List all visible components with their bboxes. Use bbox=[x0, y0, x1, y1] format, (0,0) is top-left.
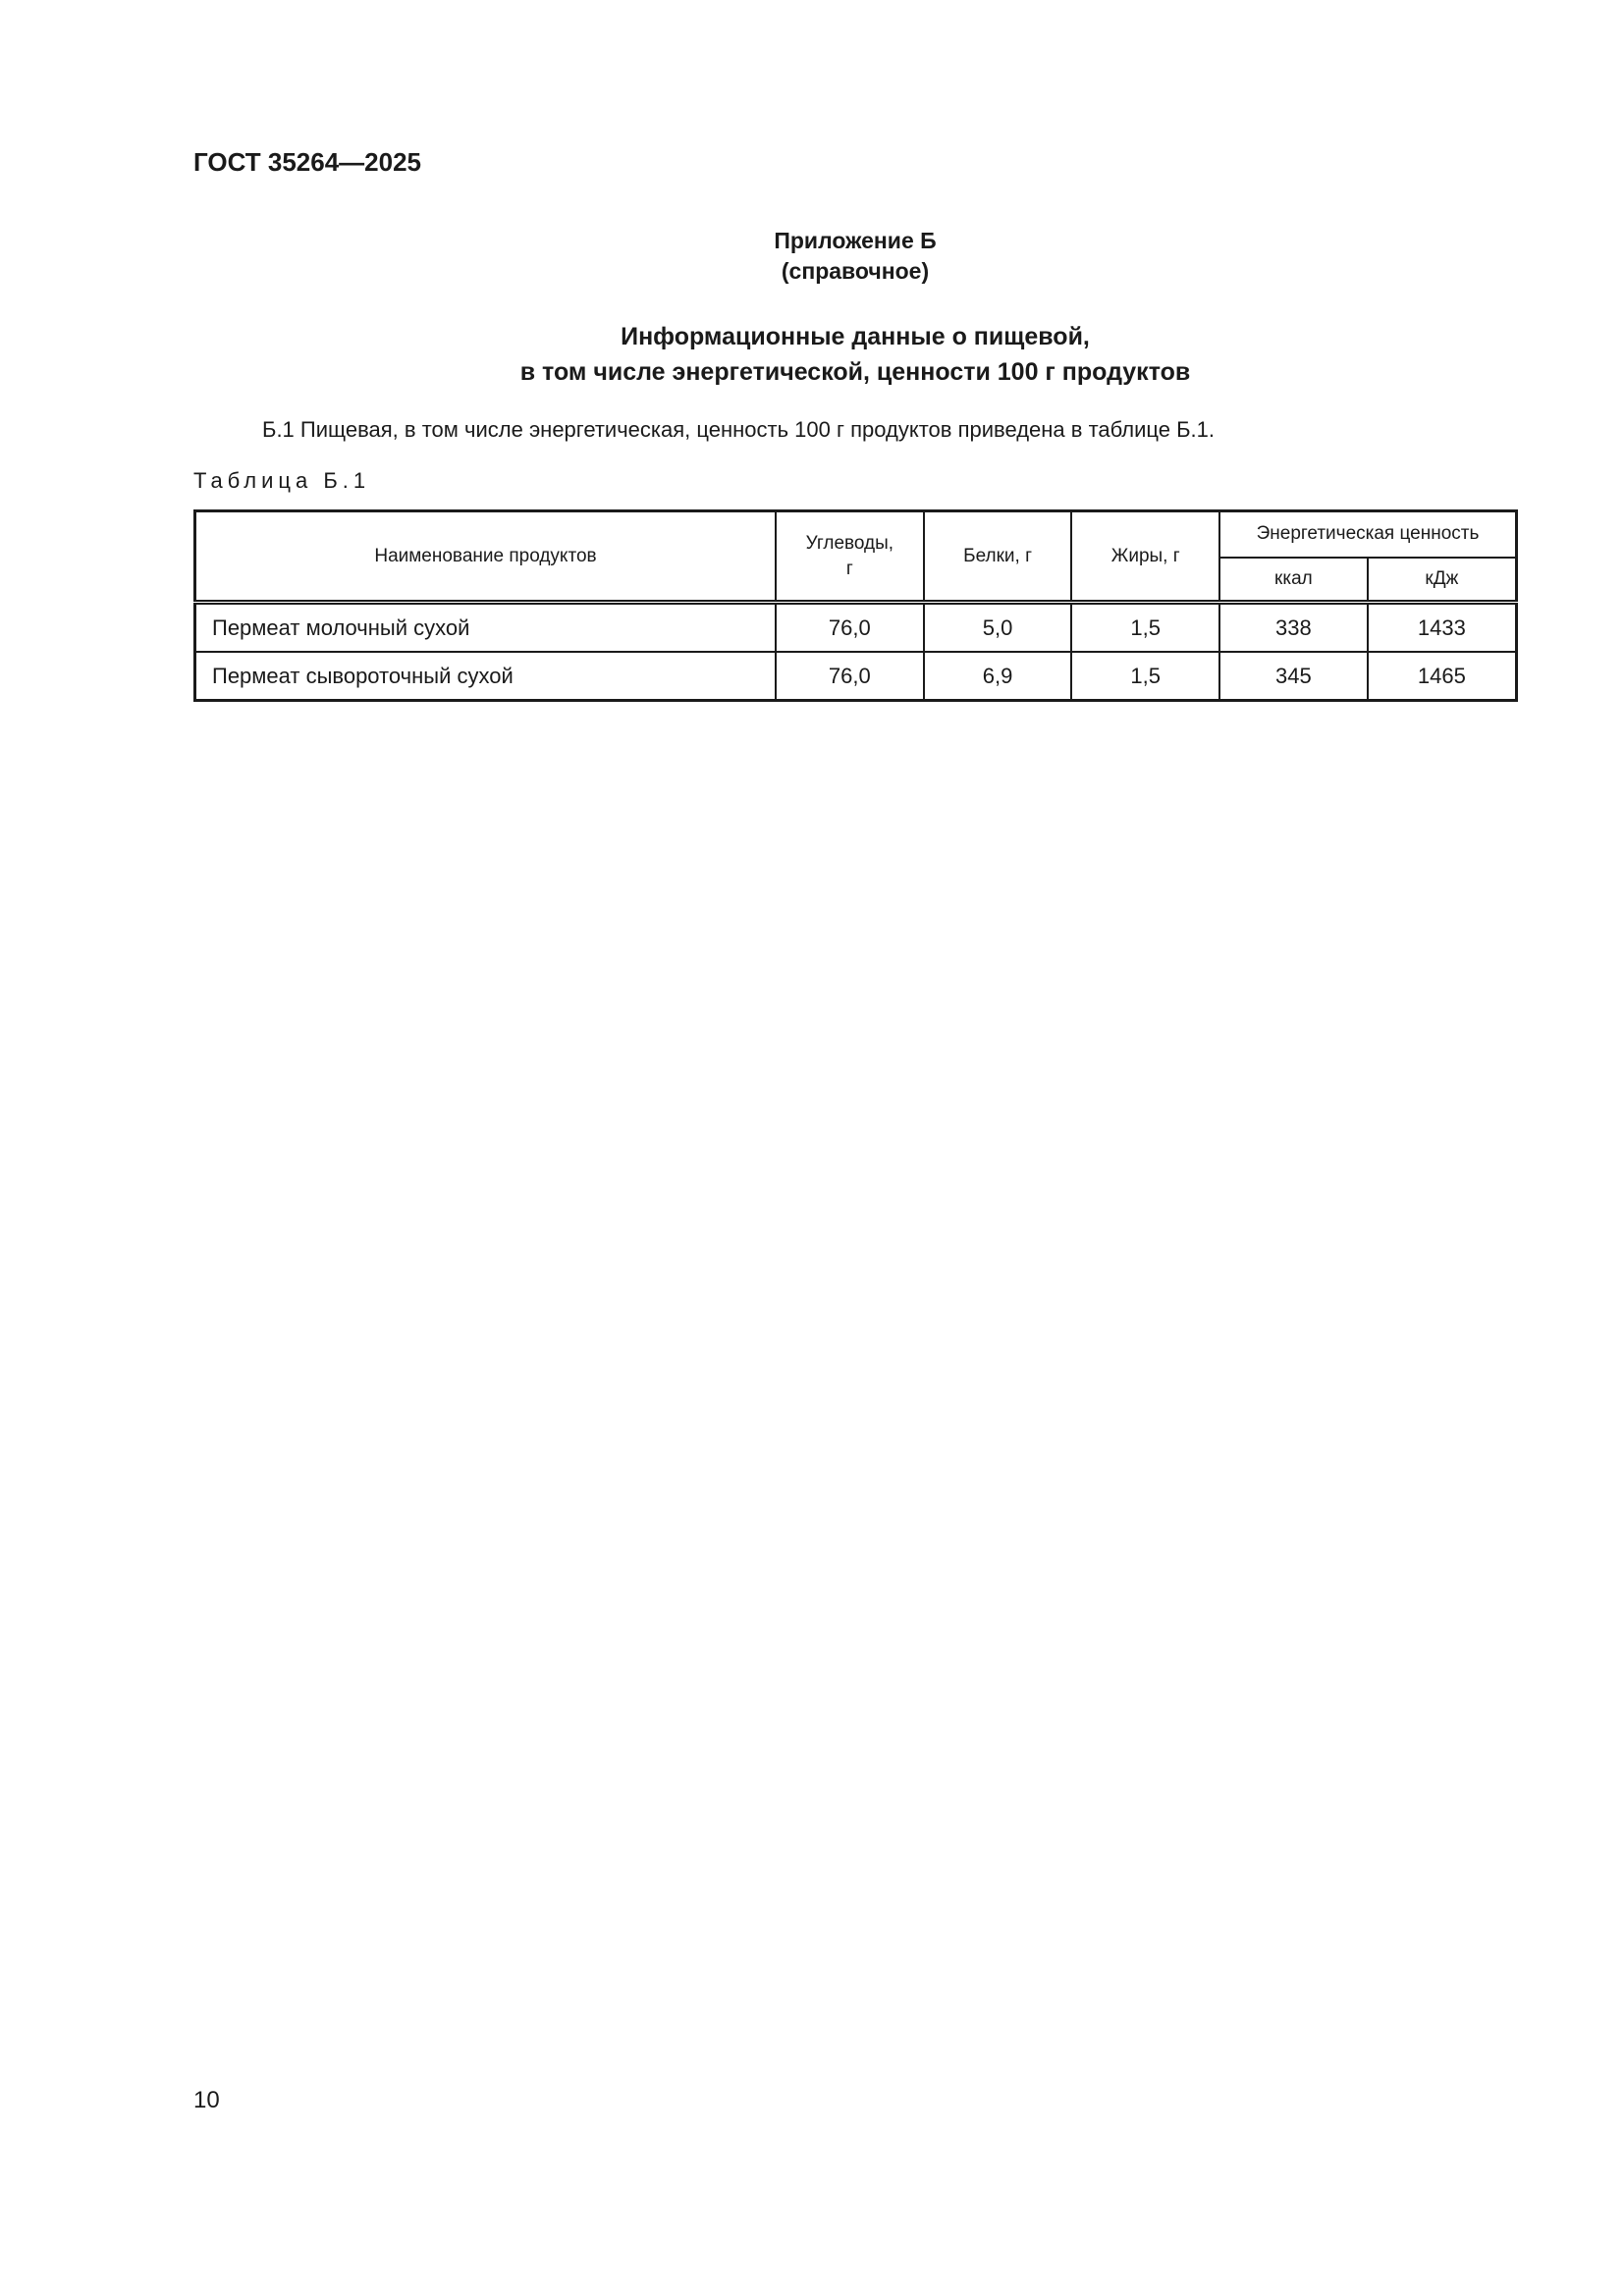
header-energy: Энергетическая ценность bbox=[1219, 511, 1516, 558]
appendix-label: Приложение Б bbox=[774, 228, 937, 253]
cell-name: Пермеат молочный сухой bbox=[195, 603, 776, 653]
cell-protein: 5,0 bbox=[924, 603, 1072, 653]
header-name: Наименование продуктов bbox=[195, 511, 776, 603]
table-caption: Таблица Б.1 bbox=[193, 468, 371, 493]
paragraph-b1: Б.1 Пищевая, в том числе энергетическая, ценность 100 г продуктов приведена в таблице Б.1. bbox=[262, 417, 1215, 442]
appendix-heading bbox=[0, 226, 1624, 287]
cell-carbs: 76,0 bbox=[776, 603, 924, 653]
section-title bbox=[0, 319, 1624, 390]
cell-name: Пермеат сывороточный сухой bbox=[195, 652, 776, 701]
cell-kcal: 345 bbox=[1219, 652, 1368, 701]
cell-protein: 6,9 bbox=[924, 652, 1072, 701]
cell-carbs: 76,0 bbox=[776, 652, 924, 701]
document-code: ГОСТ 35264—2025 bbox=[193, 147, 421, 177]
nutrition-table bbox=[193, 509, 1518, 702]
appendix-type: (справочное) bbox=[781, 258, 930, 284]
cell-kcal: 338 bbox=[1219, 603, 1368, 653]
cell-kj: 1465 bbox=[1368, 652, 1517, 701]
header-fat: Жиры, г bbox=[1071, 511, 1219, 603]
table-row bbox=[195, 652, 1517, 701]
title-line-2: в том числе энергетической, ценности 100 г продуктов bbox=[519, 358, 1191, 386]
header-protein: Белки, г bbox=[924, 511, 1072, 603]
cell-kj: 1433 bbox=[1368, 603, 1517, 653]
header-carbs: Углеводы, г bbox=[776, 511, 924, 603]
cell-fat: 1,5 bbox=[1071, 603, 1219, 653]
page-number: 10 bbox=[193, 2087, 220, 2113]
title-line-1: Информационные данные о пищевой, bbox=[621, 323, 1090, 350]
table-row bbox=[195, 603, 1517, 653]
header-kcal: ккал bbox=[1219, 558, 1368, 603]
cell-fat: 1,5 bbox=[1071, 652, 1219, 701]
header-kj: кДж bbox=[1368, 558, 1517, 603]
